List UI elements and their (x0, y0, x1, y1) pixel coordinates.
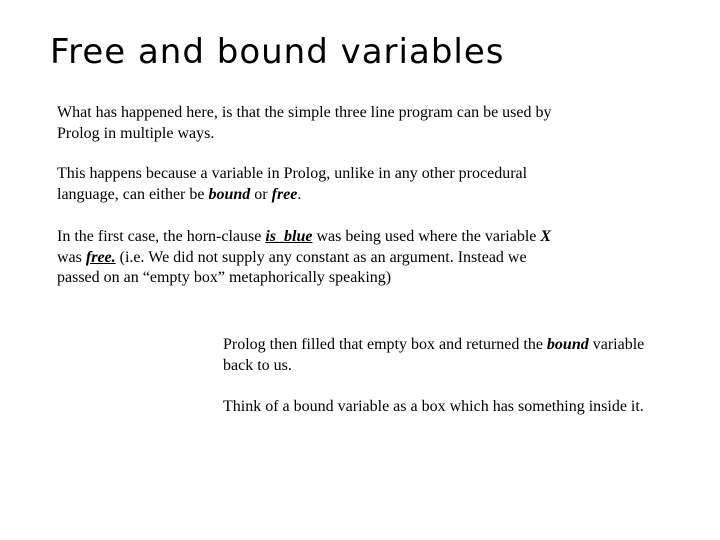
paragraph-text: was being used where the variable (312, 228, 541, 245)
paragraph-text: What has happened here, is that the simple three line program can be used by Prolog in multiple ways. (57, 104, 552, 142)
term-bound: bound (546, 336, 589, 353)
paragraph-text: This happens because a variable in Prolog, unlike in any other procedural language, can either be (57, 165, 528, 203)
paragraph-text: or (250, 185, 272, 203)
paragraph-text: Think of a bound variable as a box which has something inside it. (223, 398, 644, 415)
paragraph-filled-box (223, 335, 663, 376)
paragraph-bound-or-free (57, 164, 577, 205)
paragraph-text: was (57, 248, 86, 266)
slide-title: Free and bound variables (50, 32, 505, 72)
paragraph-text: In the first case, the horn-clause (57, 228, 266, 245)
term-bound: bound (208, 185, 251, 203)
paragraph-text: Prolog then filled that empty box and returned the (223, 336, 547, 353)
term-is-blue: is_blue (265, 228, 313, 245)
paragraph-multiple-ways (57, 103, 557, 144)
term-free: free. (85, 248, 116, 266)
paragraph-first-case (57, 227, 557, 289)
paragraph-text: . (297, 185, 302, 203)
paragraph-text: (i.e. We did not supply any constant as an argument. Instead we passed on an “empty box” metaphorically speaking) (57, 248, 527, 286)
term-variable-x: X (540, 228, 552, 245)
paragraph-bound-box (223, 397, 663, 418)
term-free: free (271, 185, 298, 203)
paragraph-text: variable back to us. (223, 336, 645, 374)
